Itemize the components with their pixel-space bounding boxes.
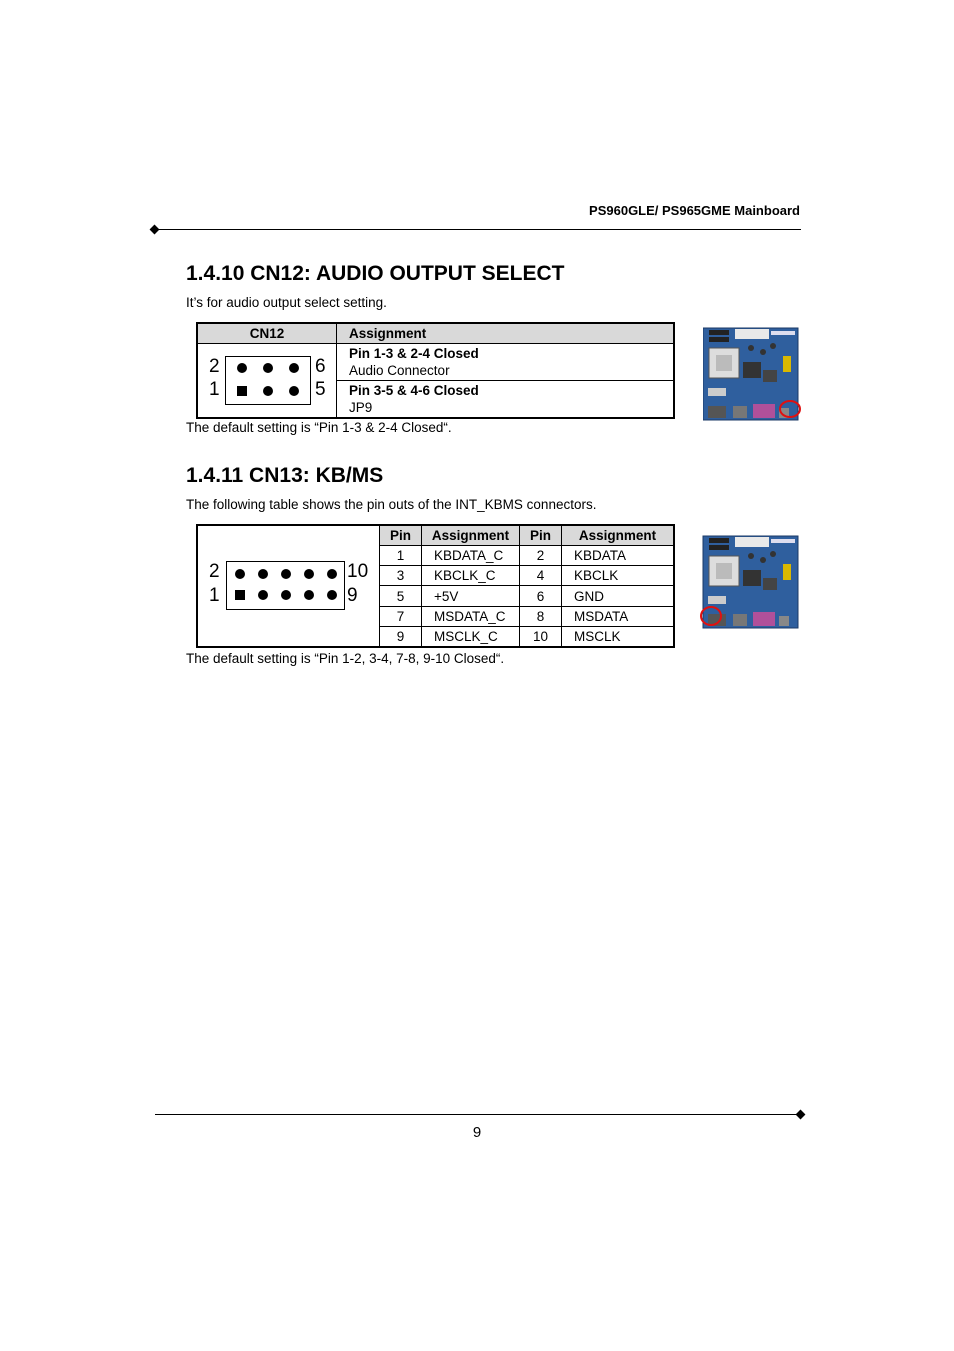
pin-assignment-cell: MSDATA — [562, 606, 675, 626]
pin-number-cell: 2 — [520, 546, 562, 566]
mainboard-photo-cn13 — [700, 534, 802, 630]
section-cn12-default-note: The default setting is “Pin 1-3 & 2-4 Closed“. — [186, 420, 452, 435]
cn13-pin-9 — [327, 590, 337, 600]
cn12-option-2-cell — [337, 381, 675, 419]
page-number: 9 — [472, 1124, 482, 1141]
cn12-option-2-setting: Pin 3-5 & 4-6 Closed — [349, 383, 479, 398]
pin-number-cell: 1 — [380, 546, 422, 566]
section-cn12-heading: 1.4.10 CN12: AUDIO OUTPUT SELECT — [186, 262, 565, 285]
pin-number-cell: 4 — [520, 566, 562, 586]
footer-rule-diamond — [796, 1110, 806, 1120]
pin-number-cell: 7 — [380, 606, 422, 626]
cn13-pin-8 — [304, 569, 314, 579]
cn13-pin-label-bottom-left: 1 — [209, 585, 220, 606]
cn13-pin-1 — [235, 590, 245, 600]
cn13-pin-7 — [304, 590, 314, 600]
cn12-option-1-cell — [337, 344, 675, 381]
cn12-pin-4 — [263, 363, 273, 373]
mainboard-photo-cn12 — [703, 326, 803, 422]
pin-assignment-cell: KBDATA_C — [422, 546, 520, 566]
cn13-pin-label-bottom-right: 9 — [347, 585, 358, 606]
cn12-pin-label-top-left: 2 — [209, 355, 220, 377]
cn13-pin-label-top-right: 10 — [347, 561, 369, 582]
cn12-pin-6 — [289, 363, 299, 373]
pin-assignment-cell: GND — [562, 586, 675, 606]
section-cn13-heading: 1.4.11 CN13: KB/MS — [186, 464, 384, 487]
header-rule — [155, 229, 801, 230]
pin-number-cell: 3 — [380, 566, 422, 586]
pin-assignment-cell: MSDATA_C — [422, 606, 520, 626]
pin-assignment-cell: KBCLK_C — [422, 566, 520, 586]
cn12-option-1-description: Audio Connector — [349, 363, 450, 378]
section-cn13-default-note: The default setting is “Pin 1-2, 3-4, 7-8, 9-10 Closed“. — [186, 651, 505, 666]
pin-header-cell: Pin — [520, 525, 562, 546]
assignment-header-cell: Assignment — [337, 323, 675, 344]
assignment-header-cell: Assignment — [422, 525, 520, 546]
pin-number-cell: 5 — [380, 586, 422, 606]
pin-number-cell: 9 — [380, 626, 422, 647]
cn12-pin-1 — [237, 386, 247, 396]
pin-assignment-cell: MSCLK_C — [422, 626, 520, 647]
cn13-pin-5 — [281, 590, 291, 600]
cn12-pin-2 — [237, 363, 247, 373]
cn12-pin-3 — [263, 386, 273, 396]
footer-rule — [155, 1114, 801, 1115]
cn12-option-1-setting: Pin 1-3 & 2-4 Closed — [349, 346, 479, 361]
cn12-option-2-description: JP9 — [349, 400, 373, 415]
pin-assignment-cell: KBDATA — [562, 546, 675, 566]
cn13-pin-10 — [327, 569, 337, 579]
pin-header-cell: Pin — [380, 525, 422, 546]
cn13-connector-diagram-cell — [197, 525, 380, 647]
pin-assignment-cell: MSCLK — [562, 626, 675, 647]
cn13-pin-6 — [281, 569, 291, 579]
cn12-header-cell: CN12 — [197, 323, 337, 344]
cn12-pin-label-top-right: 6 — [315, 355, 326, 377]
cn12-assignment-table — [196, 322, 675, 419]
pin-number-cell: 6 — [520, 586, 562, 606]
pin-assignment-cell: +5V — [422, 586, 520, 606]
cn12-pin-5 — [289, 386, 299, 396]
cn13-pin-4 — [258, 569, 268, 579]
cn13-pin-2 — [235, 569, 245, 579]
assignment-header-cell: Assignment — [562, 525, 675, 546]
cn12-pin-label-bottom-left: 1 — [209, 378, 220, 400]
pin-assignment-cell: KBCLK — [562, 566, 675, 586]
cn13-pin-3 — [258, 590, 268, 600]
pin-number-cell: 8 — [520, 606, 562, 626]
cn12-connector-diagram-cell — [197, 344, 337, 419]
section-cn13-intro: The following table shows the pin outs of the INT_KBMS connectors. — [186, 497, 597, 512]
section-cn12-intro: It’s for audio output select setting. — [186, 295, 387, 310]
pin-number-cell: 10 — [520, 626, 562, 647]
cn13-pin-label-top-left: 2 — [209, 561, 220, 582]
document-header-title: PS960GLE/ PS965GME Mainboard — [589, 203, 800, 218]
cn12-pin-label-bottom-right: 5 — [315, 378, 326, 400]
cn13-pinout-table — [196, 524, 675, 648]
